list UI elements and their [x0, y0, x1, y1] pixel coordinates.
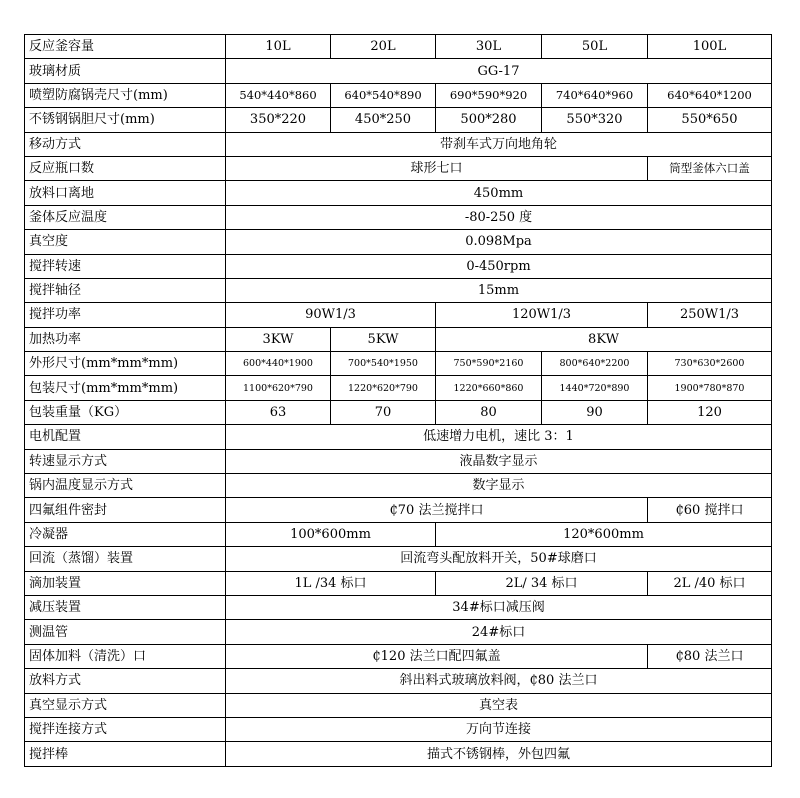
- spec-row: [25, 376, 772, 400]
- spec-value: 740*640*960: [542, 83, 648, 107]
- spec-label: 搅拌转速: [25, 254, 226, 278]
- spec-label: 移动方式: [25, 132, 226, 156]
- spec-value: 数字显示: [226, 474, 772, 498]
- spec-value: 筒型釜体六口盖: [648, 156, 772, 180]
- spec-value: 0.098Mpa: [226, 230, 772, 254]
- spec-value: 2L/ 34 标口: [436, 571, 648, 595]
- spec-label: 釜体反应温度: [25, 205, 226, 229]
- spec-value: 15mm: [226, 278, 772, 302]
- spec-value: 450mm: [226, 181, 772, 205]
- spec-value: 70: [331, 400, 436, 424]
- spec-row: [25, 352, 772, 376]
- spec-label: 四氟组件密封: [25, 498, 226, 522]
- spec-table: [24, 34, 772, 767]
- spec-value: 700*540*1950: [331, 352, 436, 376]
- spec-row: [25, 498, 772, 522]
- spec-label: 喷塑防腐锅壳尺寸(mm): [25, 83, 226, 107]
- spec-label: 搅拌连接方式: [25, 717, 226, 741]
- spec-row: [25, 400, 772, 424]
- spec-row: [25, 205, 772, 229]
- spec-value: 120W1/3: [436, 303, 648, 327]
- spec-row: [25, 83, 772, 107]
- spec-label: 搅拌棒: [25, 742, 226, 766]
- spec-value: GG-17: [226, 59, 772, 83]
- spec-label: 放料方式: [25, 669, 226, 693]
- spec-value: 350*220: [226, 108, 331, 132]
- spec-row: [25, 35, 772, 59]
- spec-value: 690*590*920: [436, 83, 542, 107]
- spec-value: 90W1/3: [226, 303, 436, 327]
- spec-value: 600*440*1900: [226, 352, 331, 376]
- spec-label: 搅拌功率: [25, 303, 226, 327]
- spec-row: [25, 474, 772, 498]
- spec-value: 30L: [436, 35, 542, 59]
- spec-value: 640*640*1200: [648, 83, 772, 107]
- spec-value: 带刹车式万向地角轮: [226, 132, 772, 156]
- spec-value: 24#标口: [226, 620, 772, 644]
- spec-value: 0-450rpm: [226, 254, 772, 278]
- spec-row: [25, 59, 772, 83]
- spec-value: 50L: [542, 35, 648, 59]
- spec-label: 转速显示方式: [25, 449, 226, 473]
- spec-label: 锅内温度显示方式: [25, 474, 226, 498]
- spec-label: 真空度: [25, 230, 226, 254]
- spec-value: 1220*660*860: [436, 376, 542, 400]
- spec-label: 搅拌轴径: [25, 278, 226, 302]
- spec-value: 1100*620*790: [226, 376, 331, 400]
- spec-value: 640*540*890: [331, 83, 436, 107]
- spec-label: 测温管: [25, 620, 226, 644]
- spec-label: 回流（蒸馏）装置: [25, 547, 226, 571]
- spec-row: [25, 449, 772, 473]
- spec-row: [25, 303, 772, 327]
- spec-value: 1900*780*870: [648, 376, 772, 400]
- spec-value: 730*630*2600: [648, 352, 772, 376]
- spec-table-body: [25, 35, 772, 767]
- spec-value: 斜出料式玻璃放料阀，₵80 法兰口: [226, 669, 772, 693]
- spec-value: 540*440*860: [226, 83, 331, 107]
- spec-value: 1L /34 标口: [226, 571, 436, 595]
- spec-value: 10L: [226, 35, 331, 59]
- spec-label: 真空显示方式: [25, 693, 226, 717]
- spec-value: 120: [648, 400, 772, 424]
- spec-value: 液晶数字显示: [226, 449, 772, 473]
- spec-value: 550*320: [542, 108, 648, 132]
- spec-value: 万向节连接: [226, 717, 772, 741]
- spec-value: 8KW: [436, 327, 772, 351]
- spec-row: [25, 547, 772, 571]
- spec-value: 450*250: [331, 108, 436, 132]
- spec-label: 减压装置: [25, 595, 226, 619]
- spec-value: -80-250 度: [226, 205, 772, 229]
- spec-value: ₵60 搅拌口: [648, 498, 772, 522]
- spec-value: 90: [542, 400, 648, 424]
- spec-value: 2L /40 标口: [648, 571, 772, 595]
- spec-value: 低速增力电机，速比 3：1: [226, 425, 772, 449]
- spec-row: [25, 278, 772, 302]
- spec-label: 电机配置: [25, 425, 226, 449]
- spec-label: 反应釜容量: [25, 35, 226, 59]
- spec-value: 3KW: [226, 327, 331, 351]
- spec-value: ₵70 法兰搅拌口: [226, 498, 648, 522]
- spec-label: 包装尺寸(mm*mm*mm): [25, 376, 226, 400]
- spec-value: 63: [226, 400, 331, 424]
- spec-value: 真空表: [226, 693, 772, 717]
- spec-value: ₵120 法兰口配四氟盖: [226, 644, 648, 668]
- spec-label: 反应瓶口数: [25, 156, 226, 180]
- spec-value: 20L: [331, 35, 436, 59]
- spec-value: 1220*620*790: [331, 376, 436, 400]
- spec-row: [25, 254, 772, 278]
- spec-label: 包装重量（KG）: [25, 400, 226, 424]
- spec-row: [25, 327, 772, 351]
- spec-value: 球形七口: [226, 156, 648, 180]
- spec-label: 固体加料（清洗）口: [25, 644, 226, 668]
- spec-label: 加热功率: [25, 327, 226, 351]
- spec-row: [25, 571, 772, 595]
- spec-row: [25, 230, 772, 254]
- spec-row: [25, 181, 772, 205]
- spec-label: 放料口离地: [25, 181, 226, 205]
- spec-value: 5KW: [331, 327, 436, 351]
- spec-label: 外形尺寸(mm*mm*mm): [25, 352, 226, 376]
- spec-label: 滴加装置: [25, 571, 226, 595]
- spec-value: 34#标口减压阀: [226, 595, 772, 619]
- spec-value: 550*650: [648, 108, 772, 132]
- spec-value: 描式不锈钢棒，外包四氟: [226, 742, 772, 766]
- spec-label: 玻璃材质: [25, 59, 226, 83]
- spec-value: 1440*720*890: [542, 376, 648, 400]
- spec-value: 250W1/3: [648, 303, 772, 327]
- spec-value: 750*590*2160: [436, 352, 542, 376]
- spec-value: 120*600mm: [436, 522, 772, 546]
- spec-row: [25, 742, 772, 766]
- spec-label: 不锈钢锅胆尺寸(mm): [25, 108, 226, 132]
- spec-row: [25, 693, 772, 717]
- spec-value: 80: [436, 400, 542, 424]
- spec-value: 800*640*2200: [542, 352, 648, 376]
- spec-label: 冷凝器: [25, 522, 226, 546]
- spec-row: [25, 595, 772, 619]
- spec-row: [25, 132, 772, 156]
- spec-row: [25, 108, 772, 132]
- spec-value: 100*600mm: [226, 522, 436, 546]
- spec-value: ₵80 法兰口: [648, 644, 772, 668]
- spec-row: [25, 522, 772, 546]
- spec-row: [25, 669, 772, 693]
- spec-value: 500*280: [436, 108, 542, 132]
- spec-value: 100L: [648, 35, 772, 59]
- spec-row: [25, 620, 772, 644]
- spec-row: [25, 717, 772, 741]
- spec-value: 回流弯头配放料开关，50#球磨口: [226, 547, 772, 571]
- spec-row: [25, 644, 772, 668]
- spec-row: [25, 425, 772, 449]
- spec-row: [25, 156, 772, 180]
